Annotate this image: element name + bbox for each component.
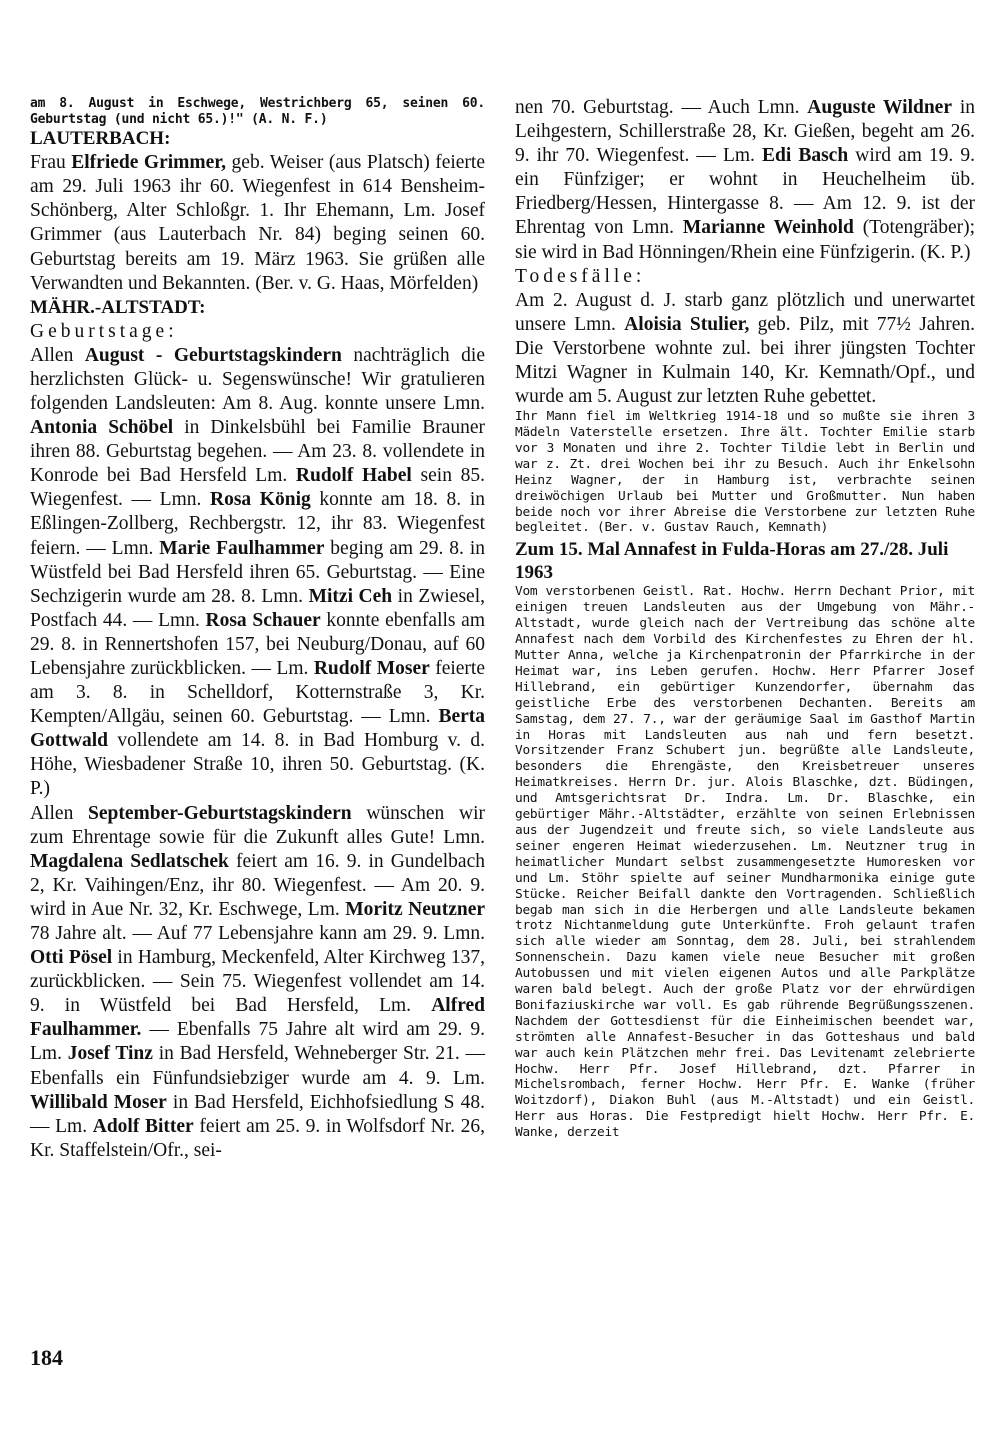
subheading-geburtstage: Geburtstage: (30, 320, 178, 342)
obituary-paragraph (515, 289, 975, 409)
person-name: August - Geburtstagskindern (84, 344, 342, 366)
person-name: Edi Basch (762, 145, 849, 167)
text-run: beging am 29. 8. in Wüstfeld bei Bad Hersfeld ihren 65. Geburtstag. — Eine Sechzigerin wurde am 28. 8. Lmn. (30, 537, 485, 607)
text-run: in Bad Hersfeld, Eichhofsiedlung S 48. — Lm. (30, 1091, 485, 1137)
obituary-note (515, 409, 975, 536)
person-name: Alfred Faulhammer. (30, 995, 485, 1041)
text-run: am 8. August in Eschwege, Westrichberg 65, seinen 60. Geburtstag (und nicht 65.)!" (A. N. F.) (30, 96, 485, 127)
person-name: Rosa Schauer (205, 609, 321, 631)
text-run: feiert am 16. 9. in Gundelbach 2, Kr. Vaihingen/Enz, ihr 80. Wiegenfest. — Am 20. 9. wird in Aue Nr. 32, Kr. Eschwege, Lm. (30, 850, 485, 920)
text-run: feiert am 25. 9. in Wolfsdorf Nr. 26, Kr. Staffelstein/Ofr., sei- (30, 1115, 485, 1161)
continued-birthdays-paragraph (515, 96, 975, 265)
heading-lauterbach: LAUTERBACH: (30, 128, 171, 150)
person-name: Otti Pösel (30, 947, 113, 969)
subheading-todesfaelle: Todesfälle: (515, 265, 646, 287)
text-run: in Hamburg, Meckenfeld, Alter Kirchweg 137, zurückblicken. — Sein 75. Wiegenfest vollendet am 14. 9. in Wüstfeld bei Bad Hersfeld, Lm. (30, 947, 485, 1017)
text-run: nen 70. Geburtstag. — Auch Lmn. (515, 97, 808, 118)
person-name: Marie Faulhammer (159, 537, 325, 559)
text-run: konnte am 18. 8. in Eßlingen-Zollberg, Rechbergstr. 12, ihr 83. Wiegenfest feiern. — Lmn. (30, 489, 485, 559)
person-name: Rudolf Moser (313, 657, 430, 679)
text-run: Am 2. August d. J. starb ganz plötzlich und unerwartet unsere Lmn. (515, 289, 975, 335)
person-name: Rudolf Habel (295, 465, 412, 487)
person-name: September-Geburtstagskindern (88, 802, 352, 824)
text-run: konnte ebenfalls am 29. 8. in Rennertshofen 157, bei Neuburg/Donau, auf 60 Lebensjahre zurückblicken. — Lm. (30, 609, 486, 679)
person-name: Mitzi Ceh (308, 585, 393, 607)
text-run: in Bad Hersfeld, Wehneberger Str. 21. — Ebenfalls ein Fünfundsiebziger wurde am 4. 9. Lm. (30, 1043, 485, 1089)
august-birthdays-paragraph (30, 344, 485, 802)
text-run: sein 85. Wiegenfest. — Lmn. (30, 465, 485, 511)
text-run: in Dinkelsbühl bei Familie Brauner ihren 88. Geburtstag begehen. — Am 23. 8. vollendete in Konrode bei Bad Hersfeld Lm. (30, 417, 485, 487)
person-name: Magdalena Sedlatschek (30, 850, 229, 872)
text-run: (Totengräber); sie wird in Bad Hönningen/Rhein eine Fünfzigerin. (K. P.) (515, 217, 976, 263)
person-name: Elfriede Grimmer, (71, 152, 227, 174)
text-run: geb. Weiser (aus Platsch) feierte am 29. Juli 1963 ihr 60. Wiegenfest in 614 Bensheim-Schönberg, Alter Schloßgr. 1. Ihr Ehemann, Lm. Josef Grimmer (aus Lauterbach Nr. 84) beging seinen 60. Geburtstag bereits am 19. März 1963. Sie grüßen alle Verwandten und Bekannten. (Ber. v. G. Haas, Mörfelden) (30, 152, 485, 294)
page-number: 184 (30, 1345, 63, 1370)
person-name: Adolf Bitter (92, 1115, 194, 1137)
text-run: Frau (30, 152, 72, 174)
text-run: — Ebenfalls 75 Jahre alt wird am 29. 9. Lm. (30, 1019, 485, 1065)
person-name: Berta Gottwald (30, 706, 485, 752)
text-run: Vom verstorbenen Geistl. Rat. Hochw. Herrn Dechant Prior, mit einigen treuen Landsleuten aus der Umgebung von Mähr.-Altstadt, wurde gleich nach der Vertreibung das schöne alte Annafest nach dem Vorbild des Kirchenfestes zu Ehren der hl. Mutter Anna, welche ja Kirchenpatronin der Pfarrkirche in der Heimat war, ins Leben gerufen. Hochw. Herr Pfarrer Josef Hillebrand, ein gebürtiger Kunzendorfer, übernahm das geistliche Erbe des verstorbenen Dechanten. Bereits am Samstag, dem 27. 7., war der geräumige Saal im Gasthof Martin in Horas mit Landsleuten aus nah und fern besetzt. Vorsitzender Franz Schubert jun. begrüßte alle Landsleute, besonders die Ehrengäste, den Kreisbetreuer unseres Heimatkreises. Herrn Dr. jur. Alois Blaschke, dzt. Büdingen, und Amtsgerichtsrat Dr. Indra. Lm. Dr. Blaschke, ein gebürtiger Mähr.-Altstädter, erzählte von seinen Erlebnissen aus der Jugendzeit und freute sich, so viele Landsleute aus seiner engeren Heimat wiederzusehen. Lm. Neutzner trug in heimatlicher Mundart selbst zusammengesetzte Humoresken vor und Lm. Stöhr spielte auf seiner Mundharmonika einige gute Stücke. Reicher Beifall dankte den Vortragenden. Schließlich begab man sich in die Herbergen und alle Landsleute bekamen trotz Nichtanmeldung gute Unterkünfte. Froh gelaunt trafen sich alle wieder am Sonntag, dem 28. Juli, bei strahlendem Sonnenschein. Dazu kamen viele neue Besucher mit großen Autobussen und mit vielen eigenen Autos und alle Parkplätze waren bald belegt. Auch der große Platz vor der ehrwürdigen Bonifaziuskirche war voll. Es gab rührende Begrüßungsszenen. Nachdem der Gottesdienst für die Einheimischen beendet war, strömten alle Annafest-Besucher in das Gotteshaus und bald war auch kein Plätzchen mehr frei. Das Levitenamt zelebrierte Hochw. Herr Pfr. Josef Hillebrand, dzt. Pfarrer in Michelsrombach, ferner Hochw. Herr Pfr. E. Wanke (früher Woitzdorf), Diakon Buhl (aus M.-Altstadt) und ein Geistl. Herr aus Horas. Die Festpredigt hielt Hochw. Herr Pfr. E. Wanke, derzeit (515, 584, 975, 1141)
person-name: Josef Tinz (67, 1043, 153, 1065)
text-run: Allen (30, 802, 89, 824)
person-name: Willibald Moser (30, 1091, 167, 1113)
text-run: wünschen wir zum Ehrentage sowie für die Zukunft alles Gute! Lmn. (30, 802, 485, 848)
lauterbach-paragraph (30, 151, 485, 296)
text-run: in Zwiesel, Postfach 44. — Lmn. (30, 585, 485, 631)
text-run: nachträglich die herzlichsten Glück- u. Segenswünsche! Wir gratulieren folgenden Landsleuten: Am 8. Aug. konnte unsere Lmn. (30, 344, 485, 414)
text-run: 78 Jahre alt. — Auf 77 Lebensjahre kann am 29. 9. Lmn. (30, 923, 485, 944)
person-name: Marianne Weinhold (682, 217, 854, 239)
person-name: Rosa König (210, 489, 311, 511)
person-name: Aloisia Stulier, (624, 313, 750, 335)
text-run: Allen (30, 344, 85, 366)
intro-note (30, 96, 485, 127)
annafest-title: Zum 15. Mal Annafest in Fulda-Horas am 27./28. Juli 1963 (515, 539, 949, 583)
text-run: in Leihgestern, Schillerstraße 28, Kr. Gießen, begeht am 26. 9. ihr 70. Wiegenfest. — Lm. (515, 97, 975, 167)
text-run: wird am 19. 9. ein Fünfziger; er wohnt in Heuchelheim üb. Friedberg/Hessen, Hintergasse 8. — Am 12. 9. ist der Ehrentag von Lmn. (515, 145, 975, 239)
text-run: feierte am 3. 8. in Schelldorf, Kotternstraße 3, Kr. Kempten/Allgäu, seinen 60. Geburtstag. — Lmn. (30, 657, 485, 728)
person-name: Moritz Neutzner (345, 898, 486, 920)
september-birthdays-paragraph (30, 802, 485, 1163)
right-column (515, 96, 975, 1141)
text-run: Ihr Mann fiel im Weltkrieg 1914-18 und so mußte sie ihren 3 Mädeln Vaterstelle ersetzen. Ihre ält. Tochter Emilie starb vor 3 Monaten und ihre 2. Tochter Tildie lebt in Berlin und war z. Zt. drei Wochen bei ihr zu Besuch. Auch ihr Enkelsohn Heinz Wagner, der in Hamburg ist, verbrachte seinen dreiwöchigen Urlaub bei Mutter und Großmutter. Nun haben beide noch vor ihrer Abreise die Verstorbene zur letzten Ruhe begleitet. (Ber. v. Gustav Rauch, Kemnath) (515, 409, 975, 536)
person-name: Antonia Schöbel (30, 417, 174, 439)
person-name: Auguste Wildner (807, 97, 952, 118)
text-run: geb. Pilz, mit 77½ Jahren. Die Verstorbene wohnte zul. bei ihrer jüngsten Tochter Mitzi Wagner in Kulmain 140, Kr. Kemnath/Opf., und wurde am 5. August zur letzten Ruhe gebettet. (515, 313, 975, 408)
text-run: vollendete am 14. 8. in Bad Homburg v. d. Höhe, Wiesbadener Straße 10, ihren 50. Geburtstag. (K. P.) (30, 730, 485, 800)
heading-maehr-altstadt: MÄHR.-ALTSTADT: (30, 296, 206, 318)
left-column (30, 96, 485, 1163)
annafest-paragraph (515, 584, 975, 1141)
